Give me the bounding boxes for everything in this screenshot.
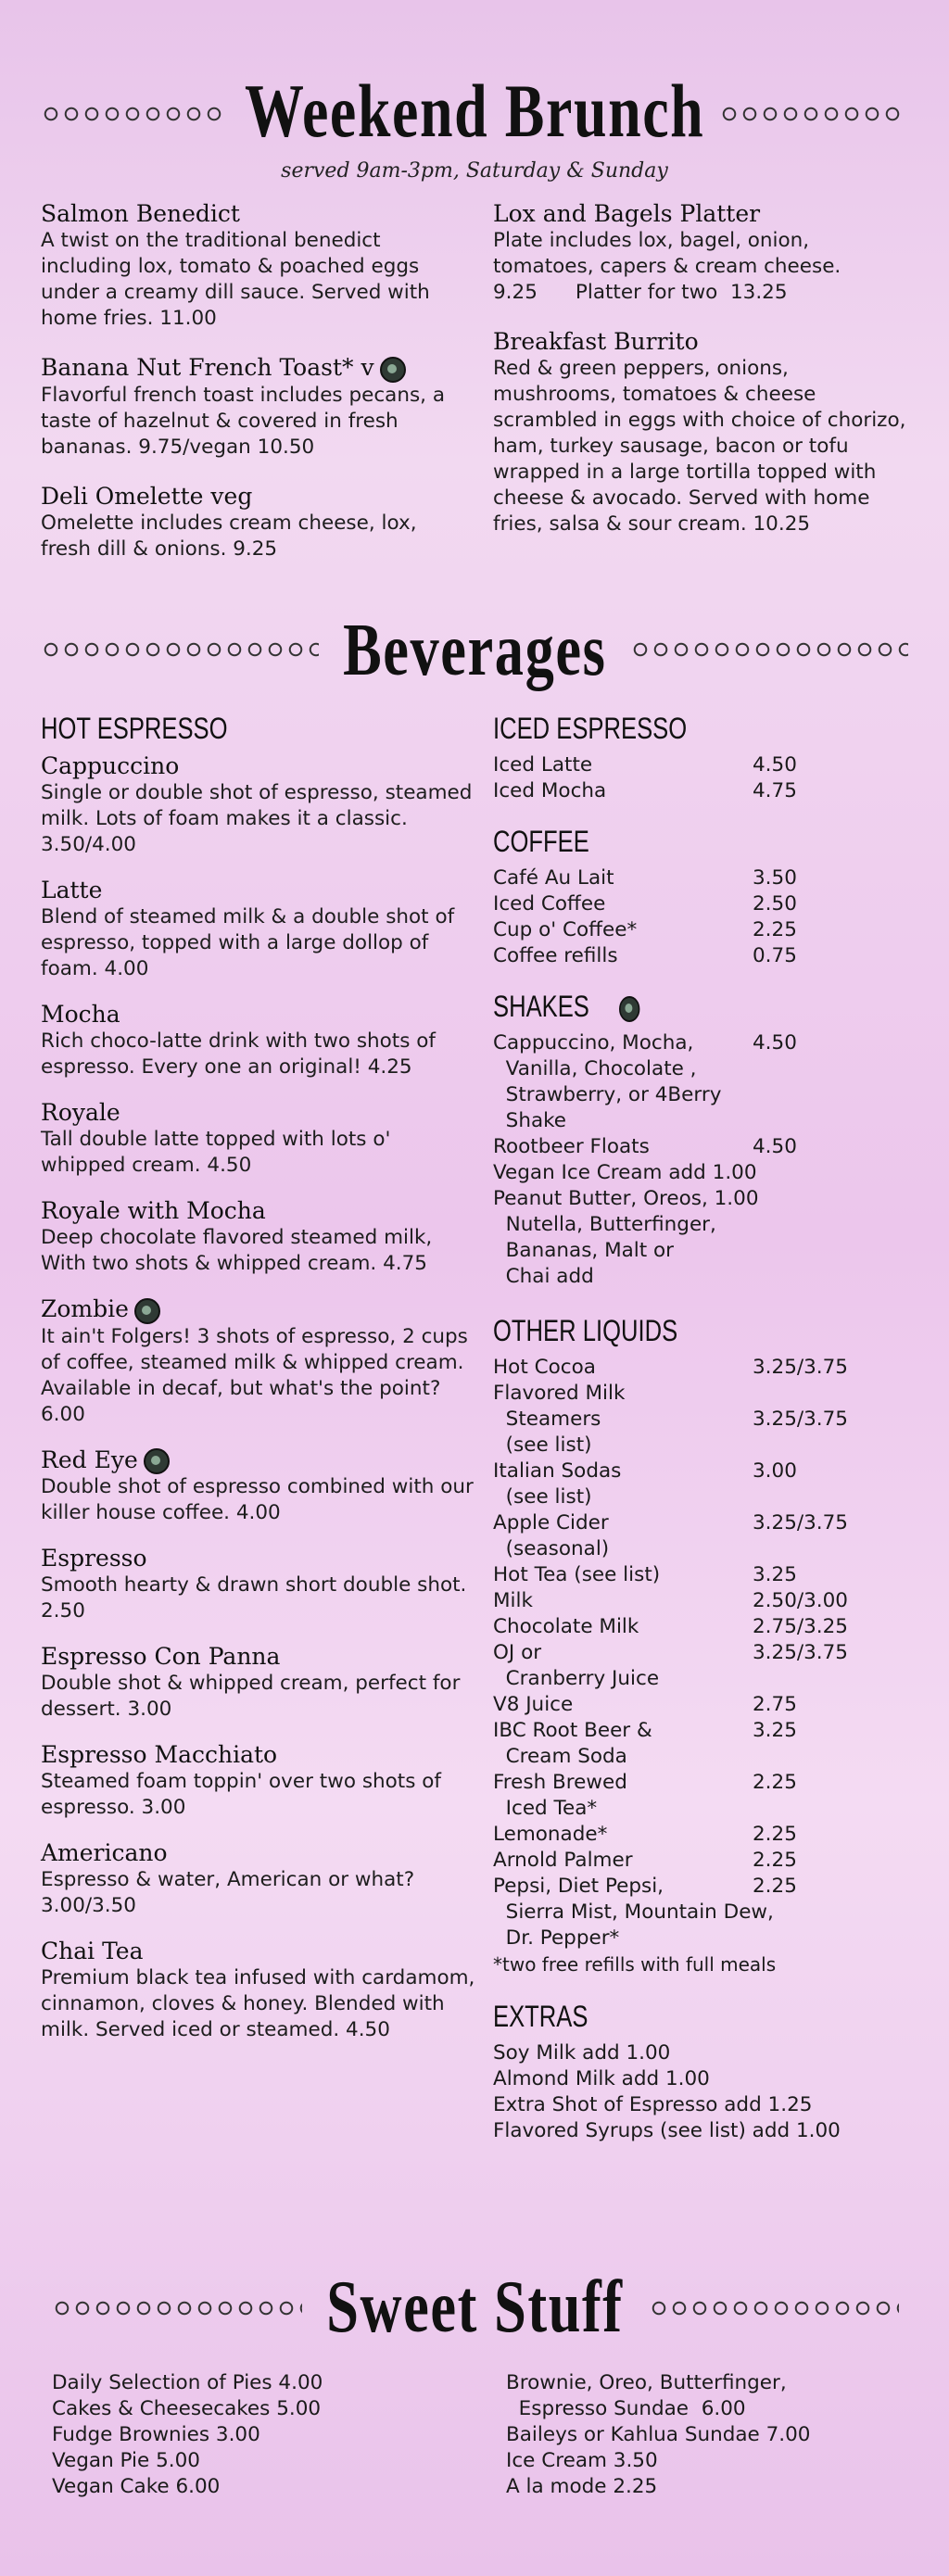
price-row-price: 3.25/3.75: [753, 1511, 848, 1534]
signature-drink-icon: [619, 996, 639, 1022]
price-row: [493, 1822, 910, 1848]
price-row: [493, 891, 910, 917]
item-name: Salmon Benedict: [41, 200, 240, 227]
price-row-price: 3.25/3.75: [753, 1408, 848, 1431]
item-description: It ain't Folgers! 3 shots of espresso, 2 cups of coffee, steamed milk & whipped cream. Available in decaf, but what's the point? 6.00: [41, 1324, 468, 1426]
menu-item: [41, 877, 476, 982]
dessert-line: Espresso Sundae 6.00: [506, 2397, 746, 2420]
signature-drink-icon: [134, 1298, 160, 1324]
menu-item: [41, 354, 467, 461]
price-row-name: Chai add: [493, 1265, 594, 1288]
price-row-price: 4.50: [753, 1135, 797, 1158]
section-heading-text: COFFEE: [493, 825, 589, 858]
beverages-title: Beverages: [342, 609, 607, 691]
price-row-price: 2.75/3.25: [753, 1615, 848, 1638]
price-row: [493, 1381, 910, 1407]
price-row: [493, 1030, 910, 1056]
price-row: [493, 1160, 910, 1186]
menu-item: [493, 200, 910, 306]
price-row: [493, 778, 910, 804]
menu-item: [493, 328, 910, 537]
dessert-line: Cakes & Cheesecakes 5.00: [52, 2397, 322, 2420]
item-name: Royale with Mocha: [41, 1197, 266, 1224]
price-row-price: [753, 1796, 910, 1822]
item-price-line: 9.25 Platter for two 13.25: [493, 281, 788, 304]
dessert-line: Daily Selection of Pies 4.00: [52, 2371, 323, 2394]
section-heading-text: SHAKES: [493, 990, 589, 1023]
price-row-name: Milk: [493, 1589, 533, 1612]
price-row: [493, 1108, 910, 1134]
price-row-name: Sierra Mist, Mountain Dew,: [493, 1900, 774, 1924]
extras-line: Soy Milk add 1.00: [493, 2041, 671, 2065]
dessert-line: Vegan Cake 6.00: [52, 2475, 221, 2498]
price-row-price: [753, 1212, 910, 1238]
item-description: Premium black tea infused with cardamom, cinnamon, cloves & honey. Blended with milk. Served iced or steamed. 4.50: [41, 1966, 475, 2041]
section-heading-text: ICED ESPRESSO: [493, 712, 688, 745]
iced-espresso-list: [493, 752, 910, 804]
menu-item: [41, 1545, 476, 1624]
price-row-name: Rootbeer Floats: [493, 1135, 650, 1158]
price-row: [493, 1186, 910, 1212]
price-row: [493, 1212, 910, 1238]
price-row-price: [753, 1381, 910, 1407]
section-heading-other-liquids: [493, 1312, 910, 1349]
price-row-name: Flavored Milk: [493, 1382, 626, 1405]
price-row-price: 2.50/3.00: [753, 1589, 848, 1612]
price-row-price: 3.25: [753, 1563, 797, 1586]
item-description: Blend of steamed milk & a double shot of espresso, topped with a large dollop of foam. 4.00: [41, 905, 455, 980]
price-row: [493, 1770, 910, 1796]
price-row: [493, 865, 910, 891]
menu-item: [41, 1099, 476, 1179]
item-name: [41, 1295, 476, 1324]
item-name: Lox and Bagels Platter: [493, 200, 761, 227]
other-liquids-list: [493, 1355, 910, 1951]
price-row-price: [753, 1926, 910, 1951]
price-row-name: (see list): [493, 1433, 592, 1457]
price-row-price: [753, 1082, 910, 1108]
item-description: Espresso & water, American or what? 3.00/3.50: [41, 1868, 415, 1917]
price-row-name: Café Au Lait: [493, 866, 614, 890]
dessert-line: Fudge Brownies 3.00: [52, 2423, 260, 2446]
price-row-name: Iced Mocha: [493, 779, 607, 802]
signature-drink-icon: [144, 1448, 170, 1474]
price-row: [493, 1614, 910, 1640]
price-row-price: [753, 1666, 910, 1692]
price-row-price: [753, 1108, 910, 1134]
section-heading-shakes: [493, 988, 910, 1025]
price-row-price: [774, 1900, 910, 1926]
price-row-name: Chocolate Milk: [493, 1615, 639, 1638]
price-row-price: 3.50: [753, 866, 797, 890]
price-row-price: 4.75: [753, 779, 797, 802]
extras-line: Extra Shot of Espresso add 1.25: [493, 2093, 813, 2116]
price-row-price: 0.75: [753, 944, 797, 967]
price-row: [493, 1744, 910, 1770]
item-name-text: Banana Nut French Toast* v: [41, 354, 374, 381]
section-heading-text: EXTRAS: [493, 2000, 588, 2033]
price-row-name: IBC Root Beer &: [493, 1719, 652, 1742]
dessert-line: Vegan Pie 5.00: [52, 2449, 200, 2472]
brunch-title: Weekend Brunch: [244, 69, 705, 153]
price-row-name: Iced Coffee: [493, 892, 606, 915]
beverages-right-column: [493, 710, 910, 2144]
price-row-price: 2.50: [753, 892, 797, 915]
price-row-name: Cream Soda: [493, 1745, 627, 1768]
item-name: Americano: [41, 1839, 168, 1866]
item-name: Espresso Macchiato: [41, 1741, 278, 1768]
item-name: [41, 354, 467, 383]
menu-item: [41, 483, 467, 562]
item-name: Espresso Con Panna: [41, 1643, 281, 1670]
price-row-name: (seasonal): [493, 1537, 610, 1560]
shakes-list: [493, 1030, 910, 1290]
item-description: Flavorful french toast includes pecans, a taste of hazelnut & covered in fresh bananas. 9.75/vegan 10.50: [41, 383, 446, 459]
section-heading-text: OTHER LIQUIDS: [493, 1314, 678, 1347]
price-row-name: Nutella, Butterfinger,: [493, 1213, 716, 1236]
price-row: [493, 1796, 910, 1822]
price-row-name: Lemonade*: [493, 1823, 608, 1846]
price-row-name: Cappuccino, Mocha,: [493, 1031, 694, 1054]
extras-line: Almond Milk add 1.00: [493, 2067, 710, 2090]
price-row: [493, 1536, 910, 1562]
item-name: Royale: [41, 1099, 120, 1126]
sweet-right-column: [506, 2370, 914, 2500]
section-heading-coffee: [493, 823, 910, 860]
price-row-name: (see list): [493, 1485, 592, 1509]
price-row-price: [757, 1160, 910, 1186]
price-row-price: 2.25: [753, 1823, 797, 1846]
menu-item: [41, 1643, 476, 1723]
price-row: [493, 1848, 910, 1874]
price-row-name: Iced Latte: [493, 753, 593, 777]
price-row: [493, 1134, 910, 1160]
price-row-price: [759, 1186, 910, 1212]
price-row: [493, 752, 910, 778]
price-row: [493, 1355, 910, 1381]
price-row-name: Vanilla, Chocolate ,: [493, 1057, 697, 1080]
price-row-name: V8 Juice: [493, 1693, 574, 1716]
price-row-name: Apple Cider: [493, 1511, 609, 1534]
price-row-name: Shake: [493, 1109, 567, 1132]
sweet-banner: [0, 2261, 949, 2354]
price-row: [493, 1900, 910, 1926]
menu-item: [41, 1938, 476, 2043]
price-row-price: 2.25: [753, 1875, 797, 1898]
price-row-price: [753, 1433, 910, 1458]
item-description: Tall double latte topped with lots o' whipped cream. 4.50: [41, 1128, 391, 1177]
item-name-text: Zombie: [41, 1295, 129, 1322]
section-heading-hot-espresso: [41, 710, 476, 747]
menu-item: [41, 1839, 476, 1919]
coffee-list: [493, 865, 910, 969]
price-row: [493, 1692, 910, 1718]
price-row-name: Dr. Pepper*: [493, 1926, 620, 1950]
brunch-subtitle: served 9am-3pm, Saturday & Sunday: [281, 159, 668, 183]
price-row-price: 2.25: [753, 1771, 797, 1794]
price-row-name: Cranberry Juice: [493, 1667, 660, 1690]
price-row-name: Italian Sodas: [493, 1459, 622, 1483]
price-row: [493, 917, 910, 943]
price-row: [493, 1082, 910, 1108]
item-description: Red & green peppers, onions, mushrooms, tomatoes & cheese scrambled in eggs with choice of chorizo, ham, turkey sausage, bacon or tofu wrapped in a large tortilla topped with cheese & avocado. Served with home fries, salsa & sour cream. 10.25: [493, 357, 906, 536]
price-row-name: Hot Cocoa: [493, 1356, 596, 1379]
price-row-price: 3.25/3.75: [753, 1356, 848, 1379]
section-heading-iced-espresso: [493, 710, 910, 747]
dessert-line: Ice Cream 3.50: [506, 2449, 658, 2472]
price-row-name: Steamers: [493, 1408, 601, 1431]
price-row: [493, 1718, 910, 1744]
price-row-price: 3.25: [753, 1719, 797, 1742]
refill-note: *two free refills with full meals: [493, 1953, 777, 1976]
item-name: Cappuccino: [41, 752, 180, 779]
price-row-price: 3.25/3.75: [753, 1641, 848, 1664]
price-row-price: 4.50: [753, 1031, 797, 1054]
price-row-price: [753, 1238, 910, 1264]
price-row: [493, 1666, 910, 1692]
menu-item: [41, 752, 476, 858]
price-row-price: [753, 1536, 910, 1562]
item-name: Latte: [41, 877, 103, 903]
price-row: [493, 1562, 910, 1588]
price-row: [493, 1510, 910, 1536]
item-description: Deep chocolate flavored steamed milk, With two shots & whipped cream. 4.75: [41, 1226, 433, 1275]
price-row: [493, 1458, 910, 1484]
price-row-name: Fresh Brewed: [493, 1771, 627, 1794]
dessert-line: Brownie, Oreo, Butterfinger,: [506, 2371, 787, 2394]
price-row-name: Vegan Ice Cream add 1.00: [493, 1161, 757, 1184]
section-heading-extras: [493, 1998, 910, 2035]
section-heading-text: HOT ESPRESSO: [41, 712, 228, 745]
item-description: Double shot & whipped cream, perfect for dessert. 3.00: [41, 1672, 461, 1721]
price-row: [493, 1056, 910, 1082]
menu-item: [41, 1001, 476, 1080]
price-row-name: Cup o' Coffee*: [493, 918, 638, 941]
item-name: Chai Tea: [41, 1938, 144, 1964]
item-name: Breakfast Burrito: [493, 328, 699, 355]
price-row-price: [753, 1484, 910, 1510]
price-row-price: [753, 1264, 910, 1290]
price-row-name: Iced Tea*: [493, 1797, 598, 1820]
item-description: Double shot of espresso combined with our killer house coffee. 4.00: [41, 1475, 474, 1524]
price-row-price: [753, 1056, 910, 1082]
price-row: [493, 1433, 910, 1458]
price-row-name: Hot Tea (see list): [493, 1563, 661, 1586]
item-name: Deli Omelette veg: [41, 482, 253, 510]
price-row-price: 2.75: [753, 1693, 797, 1716]
menu-item: [41, 1197, 476, 1277]
item-description: Rich choco-latte drink with two shots of espresso. Every one an original! 4.25: [41, 1029, 436, 1079]
price-row-name: Arnold Palmer: [493, 1849, 633, 1872]
price-row-name: Coffee refills: [493, 944, 618, 967]
item-description: Steamed foam toppin' over two shots of espresso. 3.00: [41, 1770, 441, 1819]
price-row: [493, 1926, 910, 1951]
beverages-banner: [0, 604, 949, 697]
price-row: [493, 1264, 910, 1290]
price-row-name: Bananas, Malt or: [493, 1239, 675, 1262]
item-description: Single or double shot of espresso, steamed milk. Lots of foam makes it a classic. 3.50/4.00: [41, 781, 473, 856]
price-row: [493, 1874, 910, 1900]
price-row: [493, 1238, 910, 1264]
price-row-name: Pepsi, Diet Pepsi,: [493, 1875, 664, 1898]
item-description: Plate includes lox, bagel, onion, tomatoes, capers & cream cheese.: [493, 229, 841, 278]
price-row-price: 4.50: [753, 753, 797, 777]
price-row-price: [753, 1744, 910, 1770]
dessert-line: A la mode 2.25: [506, 2475, 658, 2498]
sweet-title: Sweet Stuff: [325, 2266, 624, 2348]
price-row: [493, 943, 910, 969]
signature-drink-icon: [380, 357, 406, 383]
item-description: A twist on the traditional benedict including lox, tomato & poached eggs under a creamy dill sauce. Served with home fries. 11.00: [41, 229, 430, 330]
price-row-name: OJ or: [493, 1641, 542, 1664]
price-row-price: 2.25: [753, 918, 797, 941]
item-name: [41, 1446, 476, 1475]
menu-item: [41, 1446, 476, 1527]
price-row-price: 2.25: [753, 1849, 797, 1872]
menu-item: [41, 1295, 476, 1428]
price-row: [493, 1588, 910, 1614]
item-name: Mocha: [41, 1001, 120, 1028]
sweet-left-column: [52, 2370, 478, 2500]
menu-item: [41, 1741, 476, 1821]
hot-espresso-column: [41, 710, 476, 2062]
price-row-name: Strawberry, or 4Berry: [493, 1083, 722, 1106]
brunch-left-column: [41, 200, 467, 585]
price-row: [493, 1407, 910, 1433]
dessert-line: Baileys or Kahlua Sundae 7.00: [506, 2423, 811, 2446]
menu-item: [41, 200, 467, 332]
extras-line: Flavored Syrups (see list) add 1.00: [493, 2119, 841, 2142]
price-row: [493, 1640, 910, 1666]
item-name-text: Red Eye: [41, 1446, 138, 1473]
item-name: Espresso: [41, 1545, 147, 1572]
brunch-right-column: [493, 200, 910, 560]
price-row: [493, 1484, 910, 1510]
price-row-price: 3.00: [753, 1459, 797, 1483]
item-description: Omelette includes cream cheese, lox, fresh dill & onions. 9.25: [41, 511, 417, 561]
item-description: Smooth hearty & drawn short double shot. 2.50: [41, 1573, 467, 1623]
brunch-banner: [0, 65, 949, 158]
price-row-name: Peanut Butter, Oreos, 1.00: [493, 1187, 759, 1210]
